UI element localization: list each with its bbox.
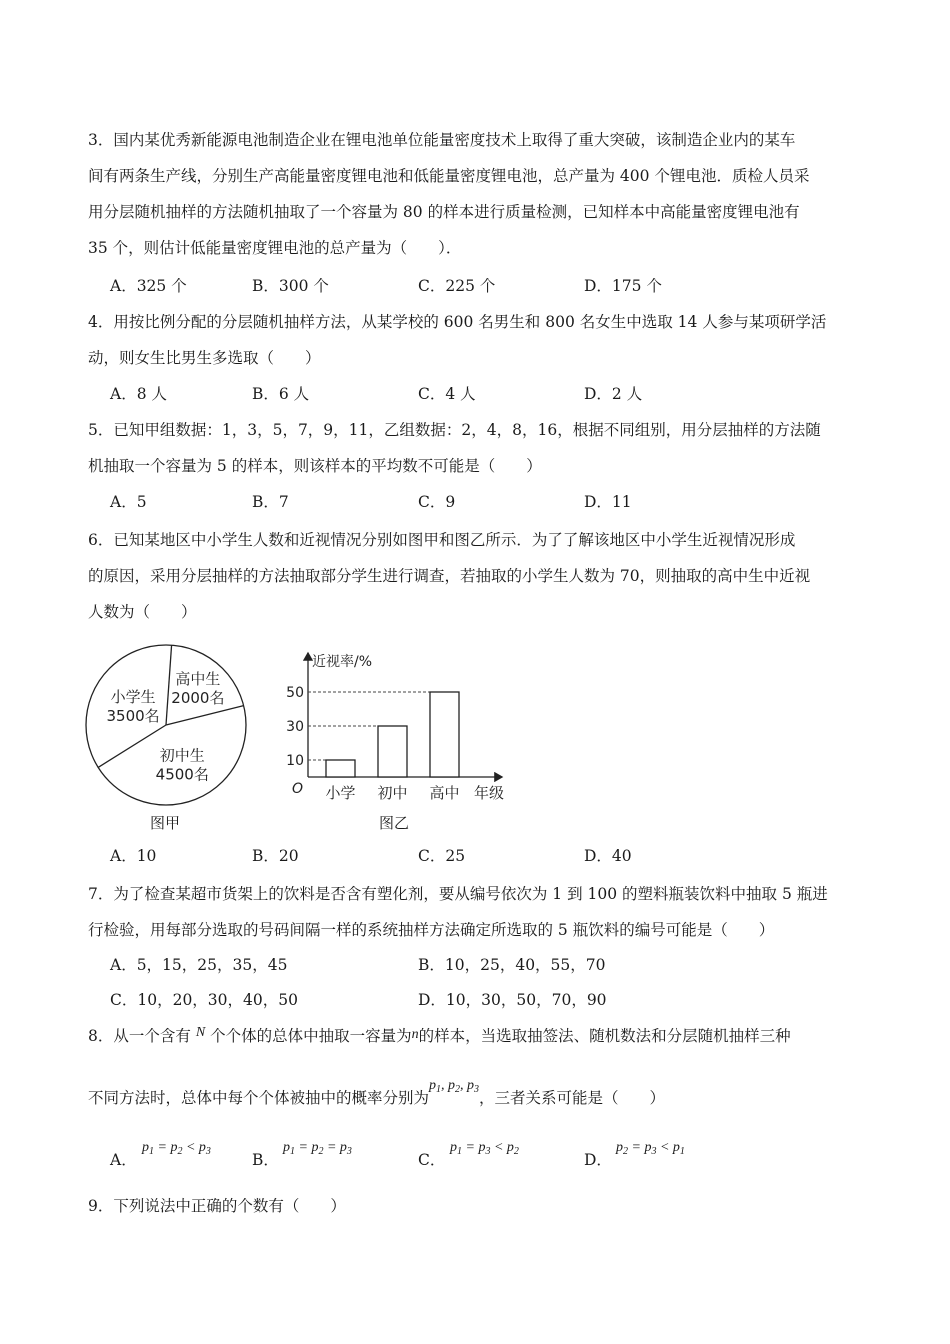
bar [326,760,355,777]
q3-option-d: D．175 个 [584,277,662,295]
q6-option-a: A．10 [110,847,157,865]
q9-line-1: 9．下列说法中正确的个数有（ ） [88,1197,346,1215]
x-axis-label: 年级 [474,784,505,802]
q7-line-2: 行检验，用每部分选取的号码间隔一样的系统抽样方法确定所选取的 5 瓶饮料的编号可能是（ ） [88,921,775,939]
q8-option-d-letter: D． [584,1151,612,1169]
q8-option-b-letter: B． [252,1151,279,1169]
bar [430,692,459,777]
q4-option-c: C．4 人 [418,385,476,403]
q7-line-1: 7．为了检查某超市货架上的饮料是否含有塑化剂，要从编号依次为 1 到 100 的塑料瓶装饮料中抽取 5 瓶进 [88,885,828,903]
q8-line-2 [88,1078,666,1114]
pie-slice-label: 高中生 [175,670,221,689]
q8-text-3: 的样本，当选取抽签法、随机数法和分层随机抽样三种 [418,1027,791,1045]
q8-text-4: 不同方法时，总体中每个个体被抽中的概率分别为 [88,1089,430,1107]
x-tick-label: 高中 [429,784,460,802]
q3-line-1: 3．国内某优秀新能源电池制造企业在锂电池单位能量密度技术上取得了重大突破，该制造企业内的某车 [88,131,796,149]
q7-option-a: A．5，15，25，35，45 [110,956,288,974]
q8-prob-vars: $p_1$, $p_2$, $p_3$ [429,1078,480,1095]
q7-option-d: D．10，30，50，70，90 [418,991,607,1009]
q4-option-b: B．6 人 [252,385,310,403]
q5-option-b: B．7 [252,493,289,511]
x-tick-label: 初中 [377,784,408,802]
q3-line-2: 间有两条生产线，分别生产高能量密度锂电池和低能量密度锂电池，总产量为 400 个锂电池．质检人员采 [88,167,810,185]
pie-slice-count: 4500名 [155,765,209,784]
y-axis-label: 近视率/% [312,654,373,670]
q8-option-a-letter: A． [110,1151,137,1169]
bar [378,726,407,777]
q8-var-n: n [411,1027,419,1042]
q8-text-2: 个个体的总体中抽取一容量为 [210,1027,412,1045]
bar-chart [280,645,520,810]
q4-line-1: 4．用按比例分配的分层随机抽样方法，从某学校的 600 名男生和 800 名女生中选取 14 人参与某项研学活 [88,313,827,331]
pie-slice-label: 小学生 [110,688,156,707]
q5-option-a: A．5 [110,493,147,511]
x-tick-label: 小学 [325,784,356,802]
q8-text-5: ，三者关系可能是（ ） [479,1089,666,1107]
y-tick-label: 30 [286,719,304,735]
q3-option-c: C．225 个 [418,277,496,295]
q5-line-1: 5．已知甲组数据：1，3，5，7，9，11，乙组数据：2，4，8，16，根据不同组别，用分层抽样的方法随 [88,421,821,439]
y-tick-label: 10 [286,753,304,769]
q8-var-N: N [195,1025,206,1040]
origin-label: O [292,781,304,797]
q6-line-3: 人数为（ ） [88,603,197,621]
pie-chart [80,640,260,810]
q6-option-c: C．25 [418,847,466,865]
q8-option-c: $p_1 = p_3 < p_2$ [450,1140,519,1157]
pie-slice-count: 3500名 [106,707,160,726]
q3-option-b: B．300 个 [252,277,329,295]
q8-option-a: $p_1 = p_2 < p_3$ [142,1140,211,1157]
q5-option-d: D．11 [584,493,632,511]
q7-option-b: B．10，25，40，55，70 [418,956,606,974]
q5-line-2: 机抽取一个容量为 5 的样本，则该样本的平均数不可能是（ ） [88,457,542,475]
q8-text-1: 8．从一个含有 [88,1027,191,1045]
q3-line-3: 用分层随机抽样的方法随机抽取了一个容量为 80 的样本进行质量检测，已知样本中高能量密度锂电池有 [88,203,800,221]
q7-option-c: C．10，20，30，40，50 [110,991,298,1009]
q8-line-1 [88,1026,791,1048]
q8-option-c-letter: C． [418,1151,446,1169]
q3-option-a: A．325 个 [110,277,187,295]
q4-line-2: 动，则女生比男生多选取（ ） [88,349,321,367]
q6-option-d: D．40 [584,847,632,865]
pie-slice-count: 2000名 [171,689,225,708]
q3-line-4: 35 个，则估计低能量密度锂电池的总产量为（ ）． [88,239,462,257]
q8-option-b: $p_1 = p_2 = p_3$ [283,1140,352,1157]
q6-option-b: B．20 [252,847,299,865]
pie-caption: 图甲 [150,814,181,832]
q6-line-1: 6．已知某地区中小学生人数和近视情况分别如图甲和图乙所示．为了了解该地区中小学生近视情况形成 [88,531,796,549]
bar-caption: 图乙 [379,814,410,832]
y-tick-label: 50 [286,685,304,701]
q8-option-d: $p_2 = p_3 < p_1$ [616,1140,685,1157]
q6-line-2: 的原因，采用分层抽样的方法抽取部分学生进行调查，若抽取的小学生人数为 70，则抽取的高中生中近视 [88,567,811,585]
q4-option-d: D．2 人 [584,385,643,403]
q4-option-a: A．8 人 [110,385,167,403]
q5-option-c: C．9 [418,493,456,511]
pie-slice-label: 初中生 [159,746,205,765]
